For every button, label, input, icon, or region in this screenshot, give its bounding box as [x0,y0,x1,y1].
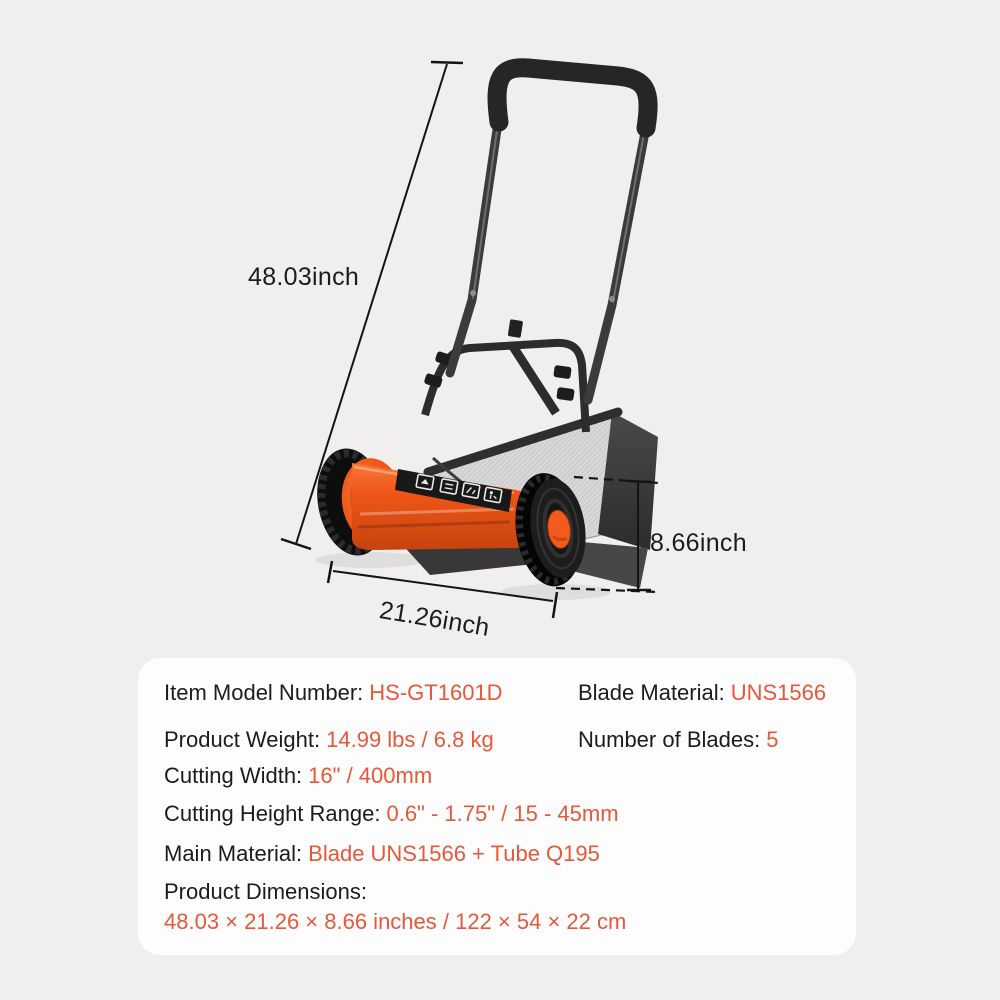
spec-panel [138,658,856,955]
spec-label: Product Weight: [164,727,321,752]
spec-row-blade-material [578,680,826,706]
spec-label: Cutting Width: [164,763,303,788]
spec-label: Cutting Height Range: [164,801,381,826]
spec-value: 14.99 lbs / 6.8 kg [326,727,494,752]
height-dimension-label: 48.03inch [248,263,360,291]
frame-brace [512,345,556,413]
spec-label: Item Model Number: [164,680,364,705]
spec-value: 0.6" - 1.75" / 15 - 45mm [386,801,619,826]
handle-tubes [450,116,647,400]
wheel-height-dimension-label: 8.66inch [650,529,747,557]
spec-label: Number of Blades: [578,727,761,752]
spec-row-weight [164,727,494,753]
spec-value: HS-GT1601D [369,680,503,705]
spec-label: Blade Material: [578,680,725,705]
spec-row-model [164,680,503,706]
spec-value: 16" / 400mm [308,763,433,788]
spec-value: 48.03 × 21.26 × 8.66 inches / 122 × 54 × 22 cm [164,909,627,934]
spec-row-main-material [164,841,600,867]
spec-label: Product Dimensions: [164,879,367,904]
spec-value: UNS1566 [730,680,827,705]
spec-row-cutting-height-range [164,801,619,827]
spec-value: Blade UNS1566 + Tube Q195 [308,841,600,866]
spec-row-dimensions-label [164,879,367,905]
spec-label: Main Material: [164,841,303,866]
spec-value: 5 [766,727,779,752]
handle-clamps [424,351,575,401]
width-dimension-label: 21.26inch [377,596,492,642]
spec-row-dimensions-value [164,909,626,935]
frame-tab [508,319,523,338]
spec-row-cutting-width [164,763,432,789]
handle-grip [497,68,648,128]
spec-row-number-of-blades [578,727,778,753]
